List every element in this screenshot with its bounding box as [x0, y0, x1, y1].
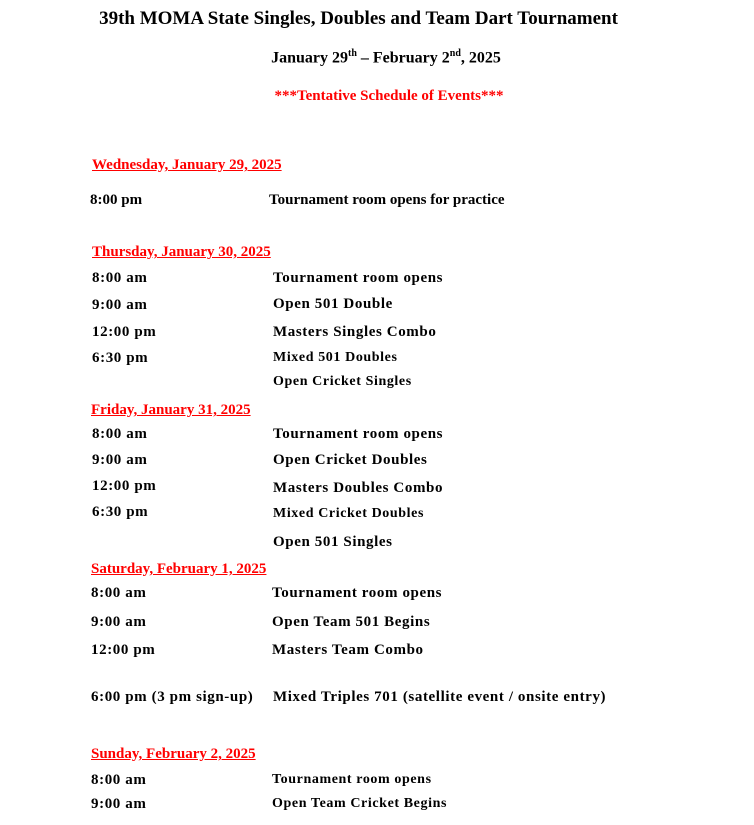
event-time: 8:00 am — [91, 585, 147, 601]
event-time: 9:00 am — [91, 796, 147, 812]
dates-superscript-2: nd — [449, 48, 461, 59]
event-time: 8:00 pm — [90, 192, 143, 208]
event-name: Tournament room opens — [273, 270, 444, 286]
event-name: Open Team 501 Begins — [272, 614, 431, 630]
event-name: Open 501 Singles — [273, 534, 393, 550]
event-name: Masters Doubles Combo — [273, 480, 444, 496]
dates-prefix: January 29 — [271, 49, 348, 67]
event-name: Tournament room opens for practice — [269, 192, 505, 208]
day-heading-friday: Friday, January 31, 2025 — [91, 402, 251, 418]
tournament-dates — [0, 48, 754, 67]
event-time: 6:00 pm (3 pm sign-up) — [91, 689, 254, 705]
event-time: 12:00 pm — [92, 324, 157, 340]
event-time: 12:00 pm — [92, 478, 157, 494]
event-time: 8:00 am — [92, 426, 148, 442]
event-time: 8:00 am — [91, 772, 147, 788]
event-time: 6:30 pm — [92, 504, 149, 520]
event-time: 12:00 pm — [91, 642, 156, 658]
event-name: Open 501 Double — [273, 296, 393, 312]
event-time: 9:00 am — [92, 297, 148, 313]
dates-superscript-1: th — [348, 48, 357, 59]
event-time: 8:00 am — [92, 270, 148, 286]
day-heading-saturday: Saturday, February 1, 2025 — [91, 561, 267, 577]
event-name: Mixed Cricket Doubles — [273, 506, 425, 521]
event-name: Open Team Cricket Begins — [272, 796, 448, 811]
dates-middle: – February 2 — [356, 49, 450, 67]
day-heading-thursday: Thursday, January 30, 2025 — [92, 244, 271, 260]
day-heading-wednesday: Wednesday, January 29, 2025 — [92, 157, 282, 173]
event-name: Open Cricket Singles — [273, 374, 412, 389]
event-name: Tournament room opens — [273, 426, 444, 442]
day-heading-sunday: Sunday, February 2, 2025 — [91, 746, 256, 762]
event-name: Mixed 501 Doubles — [273, 350, 398, 365]
tentative-notice: ***Tentative Schedule of Events*** — [274, 88, 504, 104]
event-time: 6:30 pm — [92, 350, 149, 366]
event-time: 9:00 am — [91, 614, 147, 630]
event-time: 9:00 am — [92, 452, 148, 468]
event-name: Tournament room opens — [272, 585, 443, 601]
event-name: Masters Team Combo — [272, 642, 424, 658]
event-name: Masters Singles Combo — [273, 324, 437, 340]
dates-suffix: , 2025 — [460, 49, 501, 67]
event-name: Mixed Triples 701 (satellite event / onsite entry) — [273, 689, 607, 705]
event-name: Tournament room opens — [272, 772, 432, 787]
document-title: 39th MOMA State Singles, Doubles and Team Dart Tournament — [99, 8, 618, 29]
event-name: Open Cricket Doubles — [273, 452, 428, 468]
